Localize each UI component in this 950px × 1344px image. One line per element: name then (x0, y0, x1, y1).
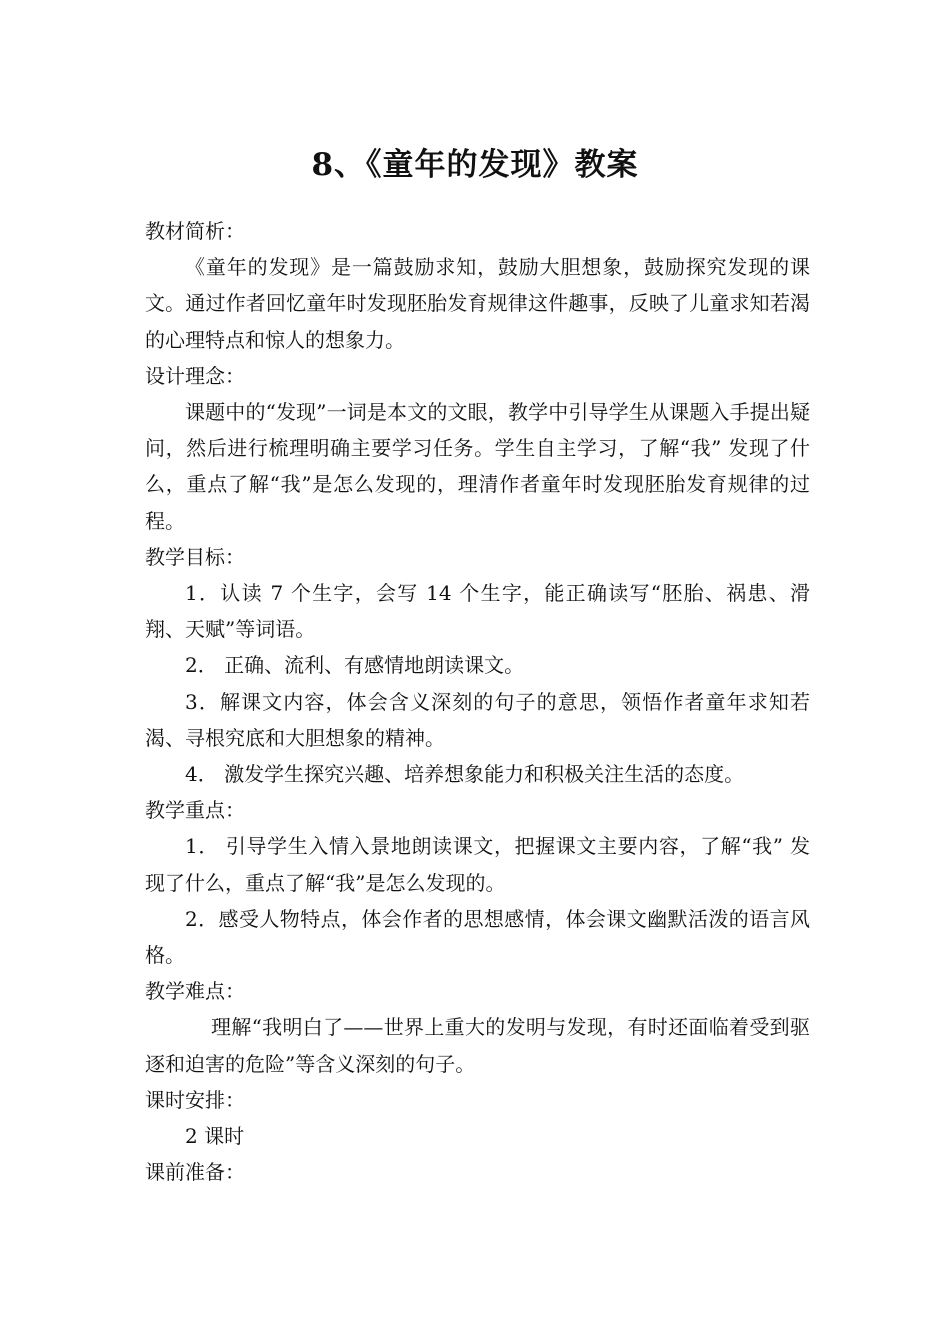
paragraph: 课题中的“发现”一词是本文的文眼，教学中引导学生从课题入手提出疑问，然后进行梳理明确主要学习任务。学生自主学习，了解“我” 发现了什么，重点了解“我”是怎么发现的，理清作者童年时发现胚胎发育规律的过程。 (145, 400, 810, 533)
list-item: 2． 正确、流利、有感情地朗读课文。 (185, 653, 525, 678)
document-body (145, 213, 810, 1190)
section-heading-textbook-analysis: 教材简析： (145, 219, 245, 243)
section-heading-teaching-focus: 教学重点： (145, 798, 245, 823)
section-heading-teaching-goals: 教学目标： (145, 544, 245, 569)
list-item: 1． 引导学生入情入景地朗读课文，把握课文主要内容，了解“我” 发现了什么，重点了解“我”是怎么发现的。 (145, 834, 810, 895)
section-heading-teaching-difficulty: 教学难点： (145, 979, 245, 1004)
paragraph: 《童年的发现》是一篇鼓励求知，鼓励大胆想象，鼓励探究发现的课文。通过作者回忆童年时发现胚胎发育规律这件趣事，反映了儿童求知若渴的心理特点和惊人的想象力。 (145, 255, 810, 352)
section-heading-design-concept: 设计理念： (145, 363, 245, 388)
list-item: 4． 激发学生探究兴趣、培养想象能力和积极关注生活的态度。 (185, 762, 745, 787)
list-item: 2．感受人物特点，体会作者的思想感情，体会课文幽默活泼的语言风格。 (145, 906, 810, 968)
list-item: 1．认读 7 个生字，会写 14 个生字，能正确读写“胚胎、祸患、滑翔、天赋”等词语。 (145, 581, 810, 642)
page-title: 8、《童年的发现》教案 (311, 146, 639, 183)
list-item: 3．解课文内容，体会含义深刻的句子的意思，领悟作者童年求知若渴、寻根究底和大胆想象的精神。 (145, 689, 810, 750)
paragraph: 2 课时 (185, 1124, 245, 1149)
paragraph: 理解“我明白了——世界上重大的发明与发现，有时还面临着受到驱逐和迫害的危险”等含义深刻的句子。 (145, 1015, 810, 1076)
section-heading-class-schedule: 课时安排： (145, 1087, 245, 1112)
section-heading-preparation: 课前准备： (145, 1160, 245, 1185)
